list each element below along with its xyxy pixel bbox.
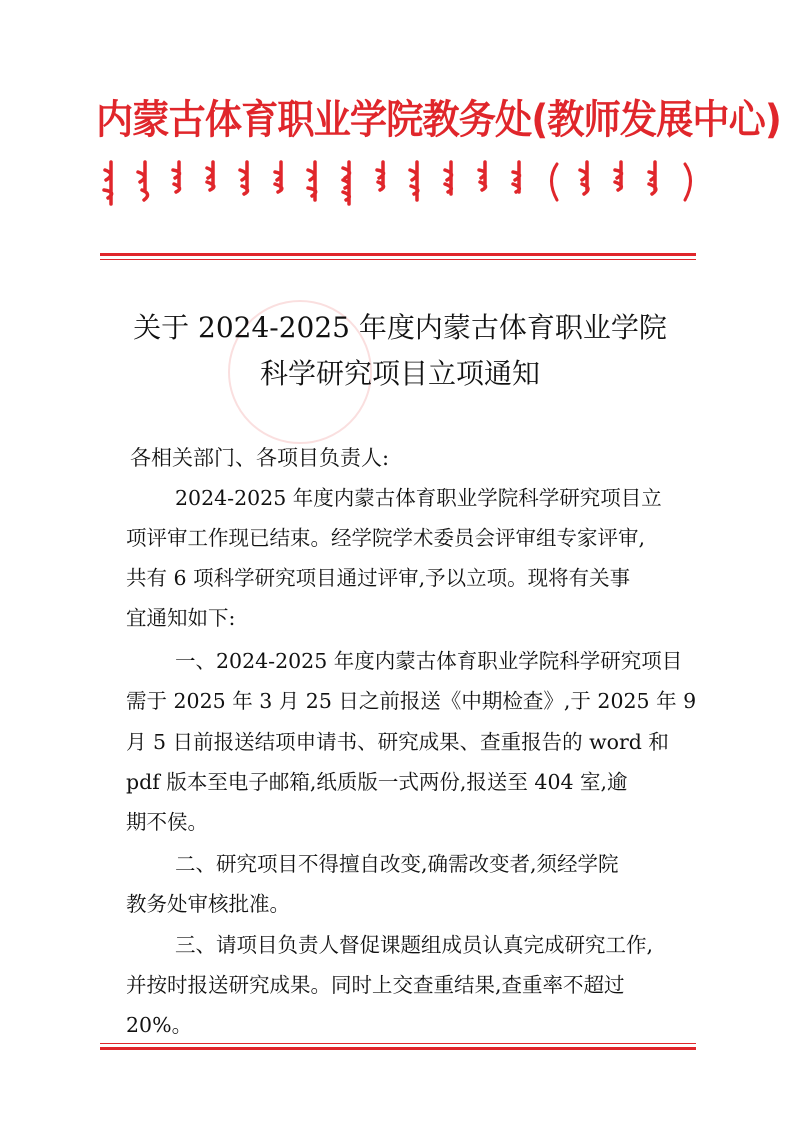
salutation: 各相关部门、各项目负责人: bbox=[130, 446, 390, 470]
mongolian-glyph bbox=[372, 160, 394, 206]
mongolian-script-line bbox=[100, 160, 700, 212]
mongolian-glyph bbox=[440, 160, 462, 206]
paragraph-1-line-2: 项评审工作现已结束。经学院学术委员会评审组专家评审, bbox=[126, 526, 646, 550]
mongolian-glyph bbox=[576, 160, 598, 206]
paragraph-4-line-3: 20%。 bbox=[126, 1013, 193, 1037]
mongolian-glyph bbox=[134, 160, 156, 206]
mongolian-glyph bbox=[100, 160, 122, 206]
mongolian-glyph bbox=[678, 160, 700, 206]
paragraph-1-line-3: 共有 6 项科学研究项目通过评审,予以立项。现将有关事 bbox=[126, 566, 631, 590]
mongolian-glyph bbox=[406, 160, 428, 206]
document-title-line-1: 关于 2024-2025 年度内蒙古体育职业学院 bbox=[133, 311, 667, 344]
mongolian-glyph bbox=[474, 160, 496, 206]
mongolian-glyph bbox=[610, 160, 632, 206]
paragraph-3-line-1: 二、研究项目不得擅自改变,确需改变者,须经学院 bbox=[175, 852, 619, 876]
paragraph-3-line-2: 教务处审核批准。 bbox=[126, 892, 290, 916]
header-divider bbox=[100, 253, 696, 260]
letterhead-org-name: 内蒙古体育职业学院教务处(教师发展中心) bbox=[96, 97, 782, 143]
document-title-line-2: 科学研究项目立项通知 bbox=[259, 357, 540, 390]
paragraph-2-line-2: 需于 2025 年 3 月 25 日之前报送《中期检查》,于 2025 年 9 bbox=[126, 689, 697, 713]
paragraph-2-line-5: 期不侯。 bbox=[126, 810, 208, 834]
paragraph-4-line-2: 并按时报送研究成果。同时上交查重结果,查重率不超过 bbox=[126, 973, 625, 997]
footer-divider bbox=[100, 1043, 696, 1050]
paragraph-2-line-4: pdf 版本至电子邮箱,纸质版一式两份,报送至 404 室,逾 bbox=[126, 770, 628, 794]
mongolian-glyph bbox=[644, 160, 666, 206]
mongolian-glyph bbox=[270, 160, 292, 206]
mongolian-glyph bbox=[304, 160, 326, 206]
paragraph-1-line-4: 宜通知如下: bbox=[126, 606, 236, 630]
mongolian-glyph bbox=[202, 160, 224, 206]
paragraph-1-line-1: 2024-2025 年度内蒙古体育职业学院科学研究项目立 bbox=[175, 486, 662, 510]
mongolian-glyph bbox=[236, 160, 258, 206]
paragraph-4-line-1: 三、请项目负责人督促课题组成员认真完成研究工作, bbox=[175, 933, 654, 957]
mongolian-glyph bbox=[168, 160, 190, 206]
mongolian-glyph bbox=[542, 160, 564, 206]
paragraph-2-line-1: 一、2024-2025 年度内蒙古体育职业学院科学研究项目 bbox=[175, 649, 683, 673]
mongolian-glyph bbox=[338, 160, 360, 206]
paragraph-2-line-3: 月 5 日前报送结项申请书、研究成果、查重报告的 word 和 bbox=[126, 730, 669, 754]
mongolian-glyph bbox=[508, 160, 530, 206]
